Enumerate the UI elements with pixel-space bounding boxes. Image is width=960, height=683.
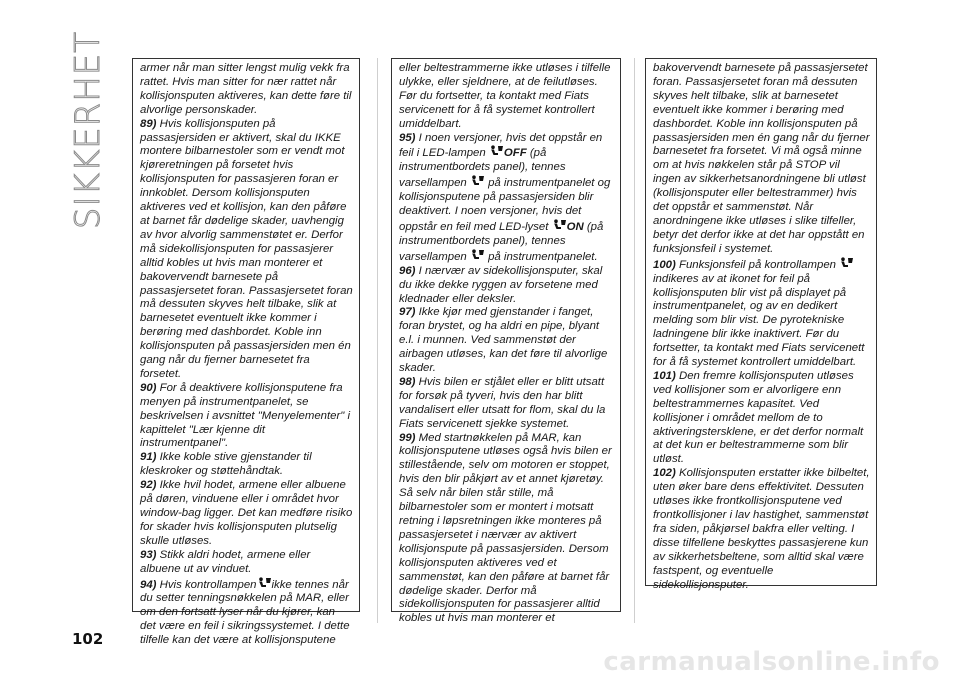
note-text: Hvis kollisjonsputen på passasjersiden er aktivert, skal du IKKE montere bilbarnestoler som er vendt mot kjøreretningen på forsetet hvis kollisjonsputen for passasjeren foran er innkoblet. Dersom kollisjonsputen aktiveres ved et kollisjon, kan den påføre at barnet får dødelige skader, uavhengig av hvor alvorlig sammenstøtet er. Derfor må sidekollisjonsputen for passasjerer alltid kobles ut hvis man monterer et bakovervendt barnesete på passasjersetet foran. Passasjersetet foran må dessuten skyves helt tilbake, slik at barnesetet eventuelt ikke kommer i berøring med dashbordet. Koble inn kollisjonsputen på passasjersiden men én gang når du fjerner barnesetet fra forsetet. (140, 117, 353, 380)
note-101 (653, 370, 870, 467)
note-text: Hvis bilen er stjålet eller er blitt utsatt for forsøk på tyveri, hvis den har blitt vandalisert eller utsatt for flom, skal du la Fiats servicenett sjekke systemet. (399, 375, 606, 430)
airbag-passenger-warning-icon (257, 577, 272, 589)
note-text: (på instrumentbordets panel), tennes varsellampen (399, 220, 604, 263)
note-text: For å deaktivere kollisjonsputene fra menyen på instrumentpanelet, se beskrivelsen i avsnittet "Menyelementer" i kapittelet "Lær kjenne dit instrumentpanel". (140, 381, 351, 450)
note-102 (653, 467, 870, 592)
note-text: I noen versjoner, hvis det oppstår en feil i LED-lampen (399, 131, 603, 160)
note-91 (140, 451, 353, 479)
paragraph: eller beltestrammerne ikke utløses i tilfelle ulykke, eller sjeldnere, at de feilutløses. Før du fortsetter, ta kontakt med Fiats servicenett for å få systemet kontrollert umiddelbart. (399, 62, 611, 130)
note-number: 98) (399, 375, 416, 388)
note-number: 102) (653, 467, 676, 480)
note-number: 100) (653, 258, 676, 271)
note-99 (399, 432, 614, 627)
note-100 (653, 257, 870, 370)
section-title (58, 30, 118, 230)
section-title-text: SIKKERHET (68, 30, 108, 230)
note-96 (399, 265, 614, 307)
note-number: 99) (399, 431, 416, 444)
paragraph: bakovervendt barnesete på passasjersetet foran. Passasjersetet foran må dessuten skyves helt tilbake, slik at barnesetet eventuelt ikke kommer i berøring med dashbordet. Koble inn kollisjonsputen på passasjersiden men én gang når du fjerner barnesetet fra forsetet. Vi må også minne om at hvis nøkkelen står på STOP vil ingen av sikkerhetsanordningene bli utløst (kollisjonsputer eller beltestrammer) hvis det oppstår et sammenstøt. Når anordningene ikke utløses i slike tilfeller, betyr det derfor ikke at det har oppstått en funksjonsfeil i systemet. (653, 62, 870, 255)
column-divider (634, 58, 635, 623)
note-number: 94) (140, 578, 157, 591)
note-text: Hvis kontrollampen (159, 578, 257, 591)
note-number: 101) (653, 369, 676, 382)
note-text: I nærvær av sidekollisjonsputer, skal du ikke dekke ryggen av forsetene med klednader eller deksler. (399, 264, 603, 305)
airbag-passenger-warning-icon (470, 249, 485, 261)
note-number: 97) (399, 306, 416, 319)
note-number: 96) (399, 264, 416, 277)
note-text: ikke tennes når du setter tenningsnøkkelen på MAR, eller om den fortsatt lyser når du kjører, kan det være en feil i sikringssystemet. I dette tilfelle kan det være at kollisjonsputene (140, 578, 350, 647)
note-text: Stikk aldri hodet, armene eller albuene ut av vinduet. (140, 548, 311, 575)
paragraph: armer når man sitter lengst mulig vekk fra rattet. Hvis man sitter for nær rattet når kollisjonsputen aktiveres, kan dette føre til alvorlige personskader. (140, 62, 352, 116)
note-text: Den fremre kollisjonsputen utløses ved kollisjoner som er alvorligere enn beltestrammernes kapasitet. Ved kollisjoner i området mellom de to aktiveringstersklene, er det derfor normalt at det kun er beltestrammerne som blir utløst. (653, 369, 864, 466)
airbag-passenger-warning-icon (552, 219, 567, 231)
note-text: Ikke kjør med gjenstander i fanget, foran brystet, og ha aldri en pipe, blyant e.l. i munnen. Ved sammenstøt der airbagen utløses, kan det føre til alvorlige skader. (399, 306, 608, 375)
note-95 (399, 132, 614, 265)
note-number: 89) (140, 117, 157, 130)
note-number: 93) (140, 548, 157, 561)
note-text: Kollisjonsputen erstatter ikke bilbeltet, uten øker bare dens effektivitet. Dessuten utløses ikke frontkollisjonsputene ved frontkollisjoner i lav hastighet, sammenstøt fra siden, påkjørsel bakfra eller velting. I disse tilfellene beskyttes passasjerene kun av sikkerhetsbeltene, som alltid skal være fastspent, og eventuelle sidekollisjonsputer. (653, 467, 870, 591)
note-number: 90) (140, 381, 157, 394)
text-column-1 (132, 58, 360, 647)
note-text: på instrumentpanelet og kollisjonsputene på passasjersiden blir deaktivert. I noen versjoner, hvis det oppstår en feil med LED-lyset (399, 177, 611, 233)
note-text: (på instrumentbordets panel), tennes varsellampen (399, 147, 566, 190)
note-text: på instrumentpanelet. (488, 250, 598, 263)
note-93 (140, 549, 353, 577)
off-label: OFF (503, 147, 527, 160)
watermark: carmanualsonline.info (603, 647, 940, 677)
text-column-2 (391, 58, 621, 625)
airbag-passenger-warning-icon (470, 175, 485, 187)
note-text: Med startnøkkelen på MAR, kan kollisjonsputene utløses også hvis bilen er stillestående, selv om motoren er stoppet, hvis den blir påkjørt av et annet kjøretøy. Så selv når bilen står stille, må bilbarnestoler som er montert i motsatt retning i løpsretningen ikke monteres på passasjersetet i nærvær av aktivert kollisjonspute på passasjersiden. Dersom kollisjonsputen aktiveres ved et sammenstøt, kan den påføre at barnet får dødelige skader. Derfor må sidekollisjonsputen for passasjerer alltid kobles ut hvis man monterer et (399, 431, 612, 625)
note-number: 91) (140, 451, 157, 464)
airbag-passenger-warning-icon (489, 145, 504, 157)
note-92 (140, 479, 353, 549)
note-97 (399, 306, 614, 376)
column-divider (377, 58, 378, 623)
note-text: Funksjonsfeil på kontrollampen (678, 258, 837, 271)
note-text: Ikke hvil hodet, armene eller albuene på døren, vinduene eller i området hvor window-bag ligger. Det kan medføre risiko for skader hvis kollisjonsputen plutselig skulle utløses. (140, 479, 353, 547)
page-number: 102 (72, 630, 104, 648)
note-text: indikeres av at ikonet for feil på kollisjonsputen blir vist på displayet på instrumentpanelet, og av en dedikert melding som blir vist. De pyrotekniske ladningene blir ikke inaktivert. Før du fortsetter, ta kontakt med Fiats servicenett for å få systemet kontrollert umiddelbart. (653, 272, 865, 369)
note-89 (140, 118, 353, 382)
note-98 (399, 376, 614, 432)
text-column-3 (645, 58, 877, 591)
note-text: Ikke koble stive gjenstander til kleskroker og støttehåndtak. (140, 451, 312, 478)
on-label: ON (566, 220, 584, 233)
note-number: 95) (399, 131, 416, 144)
note-94 (140, 577, 353, 649)
airbag-passenger-warning-icon (839, 257, 854, 269)
note-90 (140, 382, 353, 452)
note-number: 92) (140, 479, 157, 492)
